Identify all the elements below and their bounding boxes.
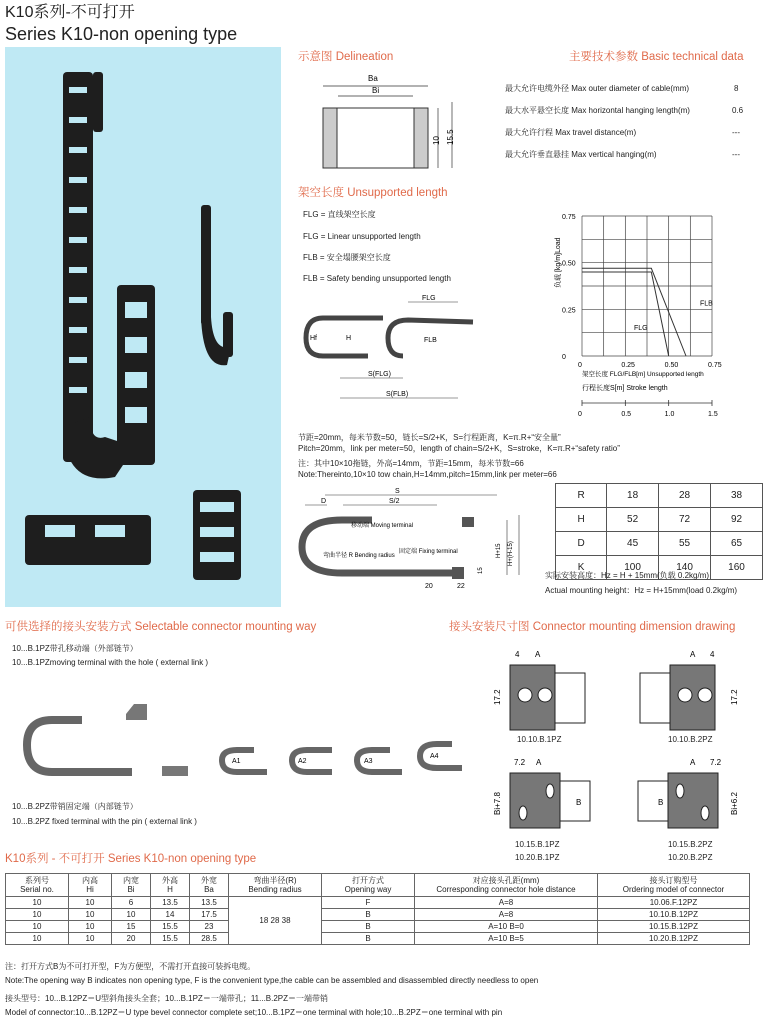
selectable-line2-en: 10...B.2PZ fixed terminal with the pin ( external link ) <box>12 817 197 826</box>
connector-label: 10.15.B.1PZ <box>515 840 560 849</box>
unsupported-title: 架空长度 Unsupported length <box>298 187 448 199</box>
y-tick-label: 0 <box>562 354 566 361</box>
label-h: H <box>346 335 352 342</box>
x-tick-label: 0.25 <box>621 362 635 369</box>
stroke-tick-label: 1.0 <box>664 411 675 418</box>
note-cn: 注：其中10×10拖链，外高=14mm，节距=15mm，每米节数=66 <box>298 459 524 468</box>
table-row: R 18 28 38 <box>556 484 763 508</box>
mount-s2: S/2 <box>389 498 400 505</box>
label-flb: FLB <box>424 337 437 344</box>
chart-xlabel: 架空长度 FLG/FLB[m] Unsupported length <box>582 371 704 378</box>
dim-172-a: 17.2 <box>493 689 502 705</box>
delineation-drawing <box>318 72 468 177</box>
basic-data-list <box>505 84 755 172</box>
table-row: D 45 55 65 <box>556 532 763 556</box>
delineation-title: 示意图 Delineation <box>298 51 394 63</box>
dim-b-2: B <box>658 798 664 807</box>
basic-data-row: 最大允许垂直悬挂 Max vertical hanging(m) --- <box>505 150 740 159</box>
mounting-diagram <box>297 485 542 593</box>
x-tick-label: 0.75 <box>708 362 722 369</box>
label-sflb: S(FLB) <box>386 391 409 398</box>
mount-s: S <box>395 488 400 495</box>
stroke-label: 行程长度S[m] Stroke length <box>582 385 668 392</box>
mount-d: D <box>321 498 327 505</box>
dim-a-2: A <box>690 650 696 659</box>
y-tick-label: 0.75 <box>562 214 576 221</box>
dim-ba: Ba <box>368 74 378 83</box>
table-row: 10 10 20 15.5 28.5 B A=10 B=5 10.20.B.12PZ <box>6 933 750 945</box>
dim-bi78: Bi+7.8 <box>493 792 502 815</box>
series-table <box>5 873 750 945</box>
def-flb-en: FLB = Safety bending unsupported length <box>303 274 451 283</box>
selectable-line1-cn: 10...B.1PZ带孔移动端（外部链节） <box>12 644 138 653</box>
connector-dim-title: 接头安装尺寸图 Connector mounting dimension drawing <box>449 621 736 633</box>
mount-d22: 22 <box>457 583 465 590</box>
mounting-height-cn: 实际安装高度：Hz = H + 15mm(负载 0.2kg/m) <box>545 571 710 580</box>
table-row: 10 10 10 14 17.5 B A=8 10.10.B.12PZ <box>6 909 750 921</box>
label-sflg: S(FLG) <box>368 371 391 378</box>
selectable-title: 可供选择的接头安装方式 Selectable connector mounting way <box>5 621 317 633</box>
x-tick-label: 0 <box>578 362 582 369</box>
label-hf: Hf <box>310 335 317 342</box>
product-photo <box>5 47 281 607</box>
basic-data-title: 主要技术参数 Basic technical data <box>569 51 744 63</box>
variant-a4: A4 <box>430 753 439 760</box>
dim-172-b: 17.2 <box>730 689 739 705</box>
series-table-title: K10系列 - 不可打开 Series K10-non opening type <box>5 853 257 865</box>
variant-a3: A3 <box>364 758 373 765</box>
dim-h: 10 <box>432 136 441 145</box>
bending-radius-cell: 18 28 38 <box>229 897 322 945</box>
dim-ha: 15.5 <box>446 129 455 145</box>
load-chart-svg <box>550 208 755 418</box>
dim-bi62: Bi+6.2 <box>730 792 739 815</box>
mount-d20: 20 <box>425 583 433 590</box>
connector-variants <box>22 700 462 785</box>
mounting-height-en: Actual mounting height：Hz = H+15mm(load 0.2kg/m) <box>545 586 738 595</box>
mount-v15: 15 <box>478 567 484 574</box>
table-header: 系列号 Serial no. 内高 Hi 内宽 Bi 外高 H 外宽 Ba 弯曲半径(R) Bending radius 打开方式 Opening way 对应接头孔距(mm) Corresponding connector hole distance 接头订购型号 Ordering model of connector <box>6 874 750 897</box>
unsupported-diagram <box>298 290 488 405</box>
series-label: FLG <box>634 324 648 332</box>
def-flg-en: FLG = Linear unsupported length <box>303 232 421 241</box>
basic-data-row: 最大允许行程 Max travel distance(m) --- <box>505 128 740 137</box>
variant-a2: A2 <box>298 758 307 765</box>
x-tick-label: 0.50 <box>664 362 679 369</box>
connector-dim-drawing <box>490 645 755 855</box>
title-cn: K10系列-不可打开 <box>5 4 135 21</box>
selectable-line2-cn: 10...B.2PZ带销固定端（内部链节） <box>12 802 138 811</box>
stroke-tick-label: 1.5 <box>708 411 718 418</box>
table-row: 10 10 15 15.5 23 B A=10 B=0 10.15.B.12PZ <box>6 921 750 933</box>
note-en: Note:Thereinto,10×10 tow chain,H=14mm,pitch=15mm,link per meter=66 <box>298 470 557 479</box>
footer-model-cn: 接头型号：10...B.12PZ＝U型斜角接头全套；10...B.1PZ＝一端带孔；11...B.2PZ＝一端带销 <box>5 994 329 1003</box>
y-tick-label: 0.50 <box>562 260 576 268</box>
dim-72-a: 7.2 <box>514 758 526 767</box>
pitch-note-cn: 节距=20mm，每米节数=50，链长=S/2+K，S=行程距离，K=π.R+“安全量” <box>298 433 561 442</box>
chain-photo-drawing <box>5 47 281 607</box>
variant-a1: A1 <box>232 758 241 765</box>
y-tick-label: 0.25 <box>562 307 576 315</box>
pitch-note-en: Pitch=20mm，link per meter=50，length of chain=S/2+K，S=stroke，K=π.R+“safety ratio” <box>298 444 620 453</box>
footer-note-en: Note:The opening way B indicates non opening type, F is the convenient type,the cable can be assembled and disassembled directly needless to open <box>5 976 539 985</box>
table-row: 10 10 6 13.5 13.5 18 28 38 F A=8 10.06.F.12PZ <box>6 897 750 909</box>
table-row: H 52 72 92 <box>556 508 763 532</box>
dim-a-1: A <box>535 650 541 659</box>
dim-a-3: A <box>536 758 542 767</box>
radius-table <box>555 483 763 580</box>
mount-moving: 移动端 Moving terminal <box>351 523 414 529</box>
dim-72-b: 7.2 <box>710 758 722 767</box>
chart-ylabel: 负载 [kg/m]Load <box>555 237 562 288</box>
connector-label: 10.10.B.2PZ <box>668 735 713 744</box>
dim-a-4: A <box>690 758 696 767</box>
mount-bending: 弯曲半径 R Bending radius <box>323 553 395 559</box>
stroke-tick-label: 0 <box>578 411 582 418</box>
connector-label: 10.20.B.1PZ <box>515 853 560 862</box>
series-line-flb <box>582 268 686 356</box>
stroke-tick-label: 0.5 <box>621 411 632 418</box>
connector-label: 10.20.B.2PZ <box>668 853 713 862</box>
label-flg: FLG <box>422 295 436 302</box>
load-chart <box>550 208 755 418</box>
footer-note-cn: 注：打开方式B为不可打开型，F为方便型，不需打开直接可装拆电缆。 <box>5 962 256 971</box>
connector-label: 10.10.B.1PZ <box>517 735 562 744</box>
dim-bi: Bi <box>372 86 380 95</box>
connector-label: 10.15.B.2PZ <box>668 840 713 849</box>
table-row: K 100 140 160 <box>556 556 763 580</box>
title-en: Series K10-non opening type <box>5 24 238 44</box>
selectable-line1-en: 10...B.1PZmoving terminal with the hole ( external link ) <box>12 658 209 667</box>
mount-fixing: 固定端 Fixing terminal <box>399 549 458 555</box>
mount-h15: H+15 <box>496 543 502 558</box>
basic-data-row: 最大水平悬空长度 Max horizontal hanging length(m) 0.6 <box>505 106 744 115</box>
dim-four-a: 4 <box>515 650 520 659</box>
basic-data-row: 最大允许电缆外径 Max outer diameter of cable(mm) 8 <box>505 84 739 93</box>
def-flb-cn: FLB = 安全塌腰架空长度 <box>303 253 391 262</box>
series-label: FLB <box>700 300 713 308</box>
dim-b-1: B <box>576 798 582 807</box>
def-flg-cn: FLG = 直线架空长度 <box>303 210 376 219</box>
dim-four-b: 4 <box>710 650 715 659</box>
mount-hplus: H+(H-15) <box>508 541 514 566</box>
footer-model-en: Model of connector:10...B.12PZ＝U type bevel connector complete set;10...B.1PZ＝one terminal with hole;10...B.2PZ＝one terminal with pin <box>5 1008 503 1017</box>
